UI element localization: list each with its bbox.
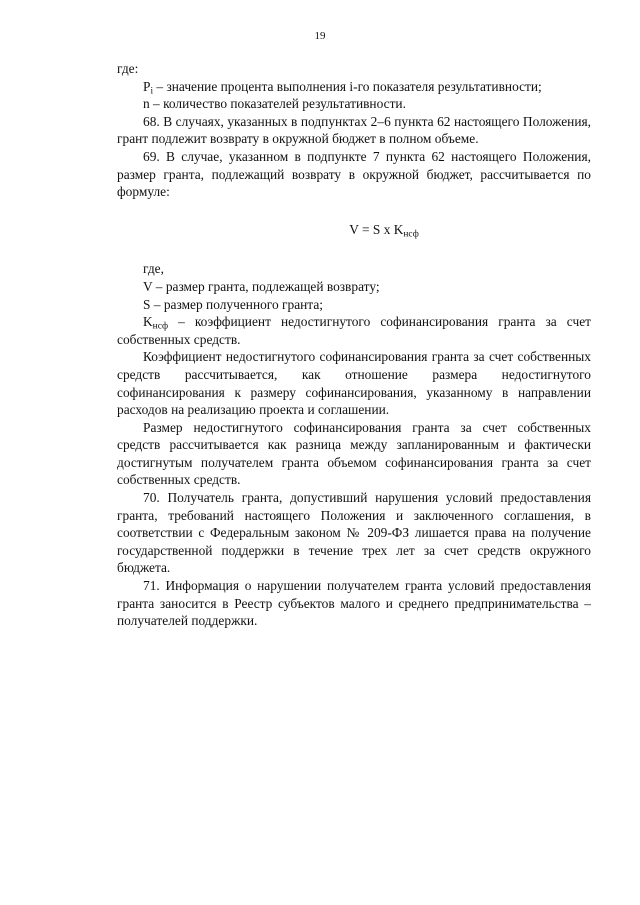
formula-main: V = S x K <box>349 221 404 237</box>
definition-v: V – размер гранта, подлежащей возврату; <box>143 278 380 294</box>
pi-definition-text: – значение процента выполнения i-го показателя результативности; <box>153 78 542 94</box>
pi-subscript: i <box>150 85 154 96</box>
where-label-2: где, <box>143 261 164 277</box>
k-subscript: нсф <box>152 321 169 332</box>
where-label: где: <box>117 61 139 76</box>
k-symbol: K <box>143 314 153 330</box>
pi-symbol: P <box>143 78 151 94</box>
page-number: 19 <box>314 30 326 42</box>
definition-k <box>117 313 591 348</box>
definition-n: n – количество показателей результативности. <box>143 96 406 112</box>
definition-s: S – размер полученного гранта; <box>143 296 323 312</box>
k-definition-text: – коэффициент недостигнутого софинансирования гранта за счет собственных средств. <box>117 314 591 347</box>
definition-pi <box>117 78 591 96</box>
formula <box>117 221 591 239</box>
document-body <box>117 60 591 630</box>
paragraph-coefficient: Коэффициент недостигнутого софинансирования гранта за счет собственных средств рассчитывается, как отношение размера недостигнутого софинансирования к размеру софинансирования, указанному в направлении расходов на реализацию проекта и соглашении. <box>117 349 591 418</box>
paragraph-71: 71. Информация о нарушении получателем гранта условий предоставления гранта заносится в Реестр субъектов малого и среднего предпринимательства – получателей поддержки. <box>117 578 591 629</box>
formula-subscript: нсф <box>403 229 419 240</box>
paragraph-69: 69. В случае, указанном в подпункте 7 пункта 62 настоящего Положения, размер гранта, подлежащий возврату в окружной бюджет, рассчитывается по формуле: <box>117 148 591 200</box>
paragraph-70: 70. Получатель гранта, допустивший нарушения условий предоставления гранта, требований настоящего Положения и заключенного соглашения, в соответствии с Федеральным законом № 209-ФЗ лишается права на получение государственной поддержки в течение трех лет за счет средств окружного бюджета. <box>117 490 591 576</box>
paragraph-size: Размер недостигнутого софинансирования гранта за счет собственных средств рассчитывается как разница между запланированным и фактически достигнутым получателем гранта объемом софинансирования гранта за счет собственных средств. <box>117 419 591 488</box>
paragraph-68: 68. В случаях, указанных в подпунктах 2–6 пункта 62 настоящего Положения, грант подлежит возврату в окружной бюджет в полном объеме. <box>117 113 591 147</box>
